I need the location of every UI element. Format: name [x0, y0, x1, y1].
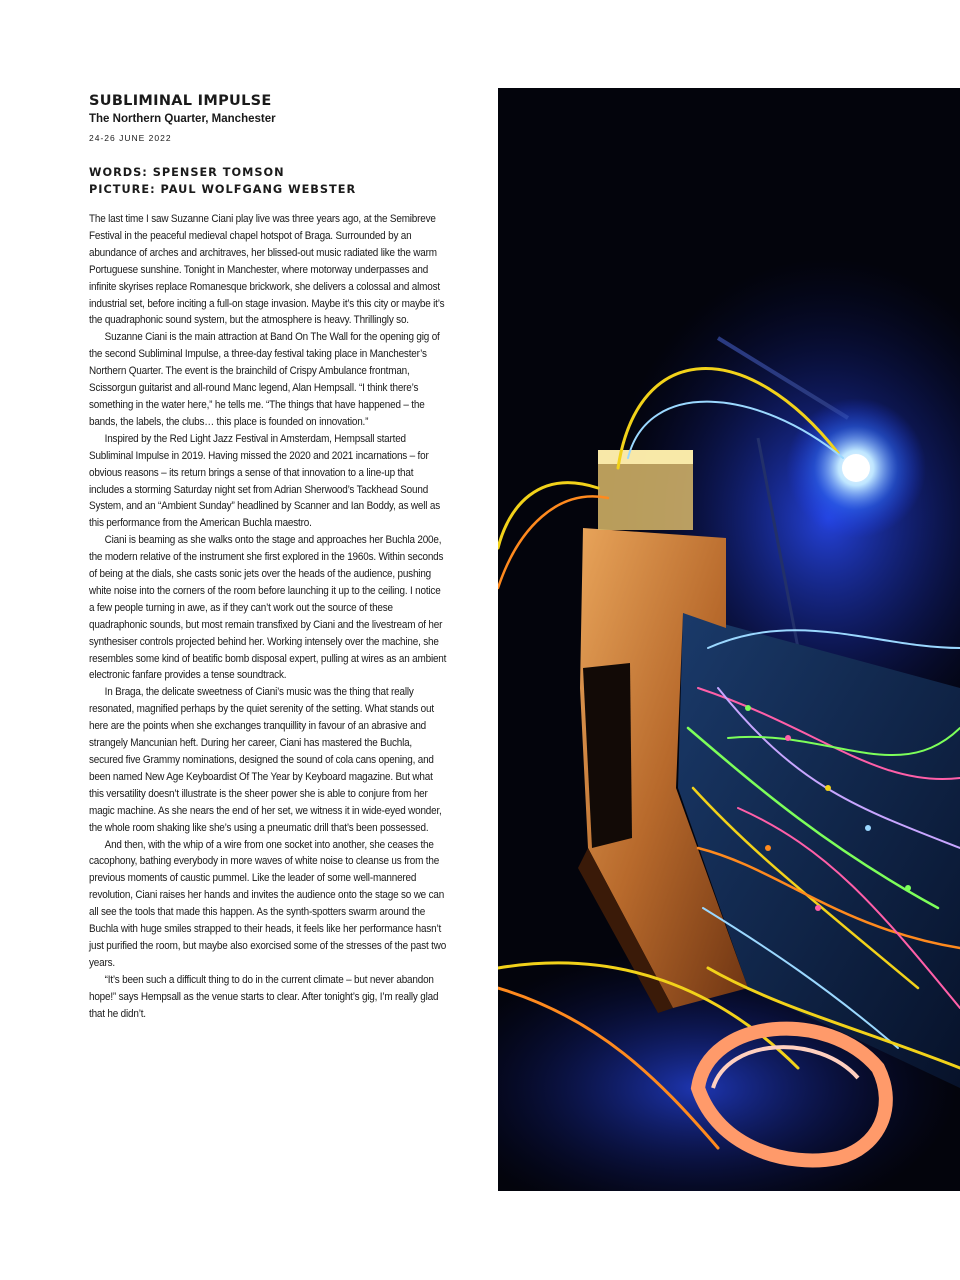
paragraph-4: Ciani is beaming as she walks onto the stage and approaches her Buchla 200e, the modern relative of the instrument she first explored in the 1960s. Within seconds of being at the dials, she casts sonic jets over the heads of the audience, pushing white noise into the corners of the room before launching it up to the ceiling. I notice a few people turning in awe, as if they can’t work out the source of these quadraphonic sounds, but most remain transfixed by Ciani and the livestream of her synthesiser controls projected behind her. Working intensely over the machine, she resembles some kind of beatific bomb disposal expert, pulling at wires as an ambient electronic fanfare provides a tense soundtrack.: [89, 534, 447, 682]
article-header: [89, 92, 489, 198]
picture-credit: PICTURE: PAUL WOLFGANG WEBSTER: [89, 183, 357, 196]
article-body: [89, 211, 448, 1023]
paragraph-7: “It’s been such a difficult thing to do in the current climate – but never abandon hope!” says Hempsall as the venue starts to clear. After tonight’s gig, I’m really glad that he didn’t.: [89, 973, 439, 1020]
synth-photo-illustration: [498, 88, 960, 1191]
event-dates: 24-26 JUNE 2022: [89, 133, 172, 143]
credits: [89, 164, 489, 198]
words-credit: WORDS: SPENSER TOMSON: [89, 166, 285, 179]
paragraph-5: In Braga, the delicate sweetness of Ciani’s music was the thing that really resonated, magnified perhaps by the quiet serenity of the setting. What stands out here are the points when she exchanges tranquillity in favour of an abrasive and strangely Mancunian heft. During her career, Ciani has mastered the Buchla, secured five Grammy nominations, designed the sound of cola cans opening, and been named New Age Keyboardist Of The Year by Keyboard magazine. But what this versatility doesn’t illustrate is the sheer power she is able to conjure from her magic machine. As she nears the end of her set, we witness it in wide-eyed wonder, the whole room shaking like she’s using a pneumatic drill that’s been possessed.: [89, 686, 442, 834]
article-title: SUBLIMINAL IMPULSE: [89, 93, 272, 109]
venue-line: The Northern Quarter, Manchester: [89, 113, 276, 125]
paragraph-6: And then, with the whip of a wire from one socket into another, she ceases the cacophony, bathing everybody in more waves of white noise to cleanse us from the previous moments of caustic pummel. Like the leader of some well-mannered revolution, Ciani raises her hands and invites the audience onto the stage so we can all see the tools that made this happen. As the synth-spotters swarm around the Buchla with huge smiles strapped to their heads, it feels like her performance hasn’t just purified the room, but maybe also exorcised some of the stresses of the past two years.: [89, 838, 447, 969]
concert-photo: [498, 88, 960, 1191]
paragraph-1: The last time I saw Suzanne Ciani play live was three years ago, at the Semibreve Festival in the peaceful medieval chapel hotspot of Braga. Surrounded by an abundance of arches and architraves, her blissed-out music radiated like the warm Portuguese sunshine. Tonight in Manchester, where motorway underpasses and infinite skyrises replace Romanesque brickwork, she delivers a colossal and almost industrial set, before inciting a full-on stage invasion. Maybe it’s this city or maybe it’s the quadraphonic sound system, but the atmosphere is heavy. Thrillingly so.: [89, 213, 445, 327]
paragraph-3: Inspired by the Red Light Jazz Festival in Amsterdam, Hempsall started Subliminal Impulse in 2019. Having missed the 2020 and 2021 incarnations – for obvious reasons – its return brings a sense of that innovation to a line-up that includes a storming Saturday night set from Adrian Sherwood’s Tackhead Sound System, and an “Ambient Sunday” headlined by Scanner and Ian Boddy, as well as this performance from the American Buchla maestro.: [89, 432, 441, 530]
paragraph-2: Suzanne Ciani is the main attraction at Band On The Wall for the opening gig of the second Subliminal Impulse, a three-day festival taking place in Manchester’s Northern Quarter. The event is the brainchild of Crispy Ambulance frontman, Scissorgun guitarist and all-round Manc legend, Alan Hempsall. “I think there’s something in the water here,” he tells me. “The things that have happened – the bands, the labels, the clubs… this place is founded on innovation.”: [89, 331, 440, 428]
